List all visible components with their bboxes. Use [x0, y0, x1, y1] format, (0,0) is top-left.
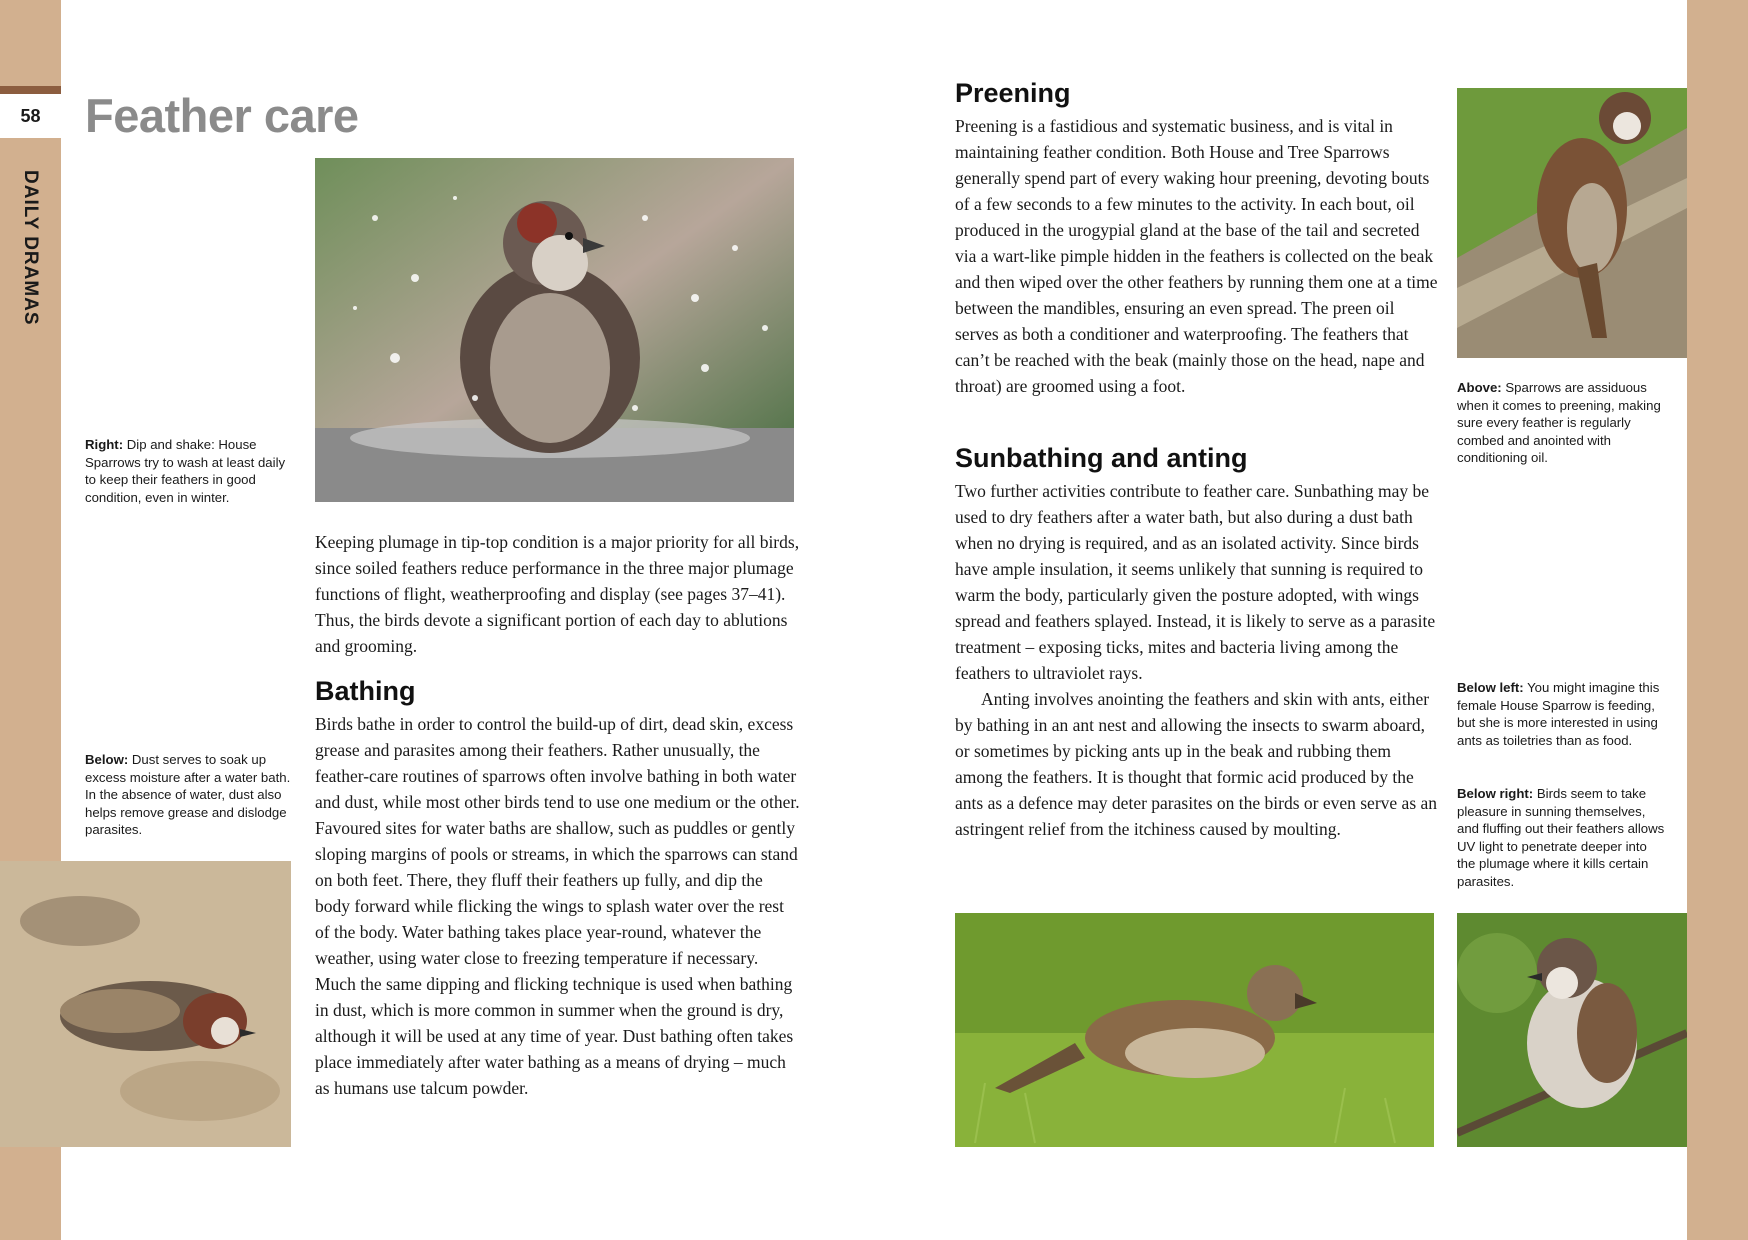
preening-paragraph — [955, 113, 1440, 399]
intro-text: Keeping plumage in tip-top condition is a major priority for all birds, since soiled feathers reduce performance in the three major plumage functions of flight, weatherproofing and display (see pages 37–41). Thus, the birds devote a significant portion of each day to ablutions and grooming. — [315, 532, 800, 656]
caption-above-text: Sparrows are assiduous when it comes to preening, making sure every feather is regularly combed and anointed with conditioning oil. — [1457, 380, 1661, 465]
photo-preening-sparrow — [1457, 88, 1687, 358]
page-number-box — [0, 94, 61, 138]
caption-below-left-label: Below left: — [1457, 680, 1524, 695]
caption-below — [85, 751, 295, 839]
intro-paragraph — [315, 529, 800, 659]
anting-text: Anting involves anointing the feathers and skin with ants, either by bathing in an ant nest and allowing the insects to swarm aboard, or sometimes by picking ants up in the beak and rubbing them among the feathers. It is thought that formic acid produced by the ants as a defence may deter parasites on the birds or even serve as an astringent relief from the itchiness caused by moulting. — [955, 689, 1438, 839]
page-number: 58 — [20, 105, 41, 126]
caption-below-text: Dust serves to soak up excess moisture after a water bath. In the absence of water, dust also helps remove grease and dislodge parasites. — [85, 752, 291, 837]
caption-below-right-label: Below right: — [1457, 786, 1534, 801]
caption-below-left — [1457, 679, 1667, 749]
photo-sunning-sparrow — [1457, 913, 1687, 1147]
heading-preening: Preening — [955, 78, 1071, 108]
sunbathing-paragraph — [955, 478, 1440, 842]
folio-accent-bar — [0, 86, 61, 94]
photo-bathing-sparrow — [315, 158, 794, 502]
page-title: Feather care — [85, 89, 359, 142]
preening-text: Preening is a fastidious and systematic business, and is vital in maintaining feather condition. Both House and Tree Sparrows generally spend part of every waking hour preening, devoting bouts of a few seconds to a few minutes to the activity. In each bout, oil produced in the urogypial gland at the base of the tail and secreted via a wart-like pimple hidden in the feathers is collected on the beak and then wiped over the other feathers by running them one at a time between the mandibles, ensuring an even spread. The preen oil serves as both a conditioner and waterproofing. The feathers that can’t be reached with the beak (mainly those on the head, nape and throat) are groomed using a foot. — [955, 116, 1438, 396]
heading-sunbathing: Sunbathing and anting — [955, 443, 1248, 473]
right-margin-band — [1687, 0, 1748, 1240]
heading-bathing: Bathing — [315, 676, 416, 706]
section-tab-label: DAILY DRAMAS — [20, 170, 41, 326]
photo-anting-sparrow — [955, 913, 1434, 1147]
caption-below-left-text: You might imagine this female House Sparrow is feeding, but she is more interested in using ants as toiletries than as food. — [1457, 680, 1660, 748]
caption-right-label: Right: — [85, 437, 124, 452]
caption-below-right-text: Birds seem to take pleasure in sunning themselves, and fluffing out their feathers allows UV light to penetrate deeper into the plumage where it kills certain parasites. — [1457, 786, 1665, 889]
caption-above — [1457, 379, 1667, 467]
photo-dust-bathing-sparrow — [0, 861, 291, 1147]
caption-above-label: Above: — [1457, 380, 1502, 395]
caption-right-text: Dip and shake: House Sparrows try to wash at least daily to keep their feathers in good condition, even in winter. — [85, 437, 286, 505]
caption-below-label: Below: — [85, 752, 129, 767]
caption-below-right — [1457, 785, 1667, 890]
sunbathing-text: Two further activities contribute to feather care. Sunbathing may be used to dry feathers after a water bath, but also during a dust bath when no drying is required, and as an isolated activity. Since birds have ample insulation, it seems unlikely that sunning is required to warm the body, particularly given the posture adopted, with wings spread and feathers splayed. Instead, it is likely to serve as a parasite treatment – exposing ticks, mites and bacteria living among the feathers to ultraviolet rays. — [955, 481, 1436, 683]
bathing-text: Birds bathe in order to control the build-up of dirt, dead skin, excess grease and parasites among their feathers. Rather unusually, the feather-care routines of sparrows often involve bathing in both water and dust, while most other birds tend to use one medium or the other. Favoured sites for water baths are shallow, such as puddles or gently sloping margins of pools or streams, in which the sparrows can stand on both feet. There, they fluff their feathers up fully, and dip the body forward while flicking the wings to splash water over the rest of the body. Water bathing takes place year-round, whatever the weather, using water close to freezing temperature if necessary. Much the same dipping and flicking technique is used when bathing in dust, which is more common in summer when the ground is dry, although it will be used at any time of year. Dust bathing often takes place immediately after water bathing as a means of drying – much as humans use talcum powder. — [315, 714, 800, 1098]
caption-right — [85, 436, 290, 506]
bathing-paragraph — [315, 711, 802, 1101]
